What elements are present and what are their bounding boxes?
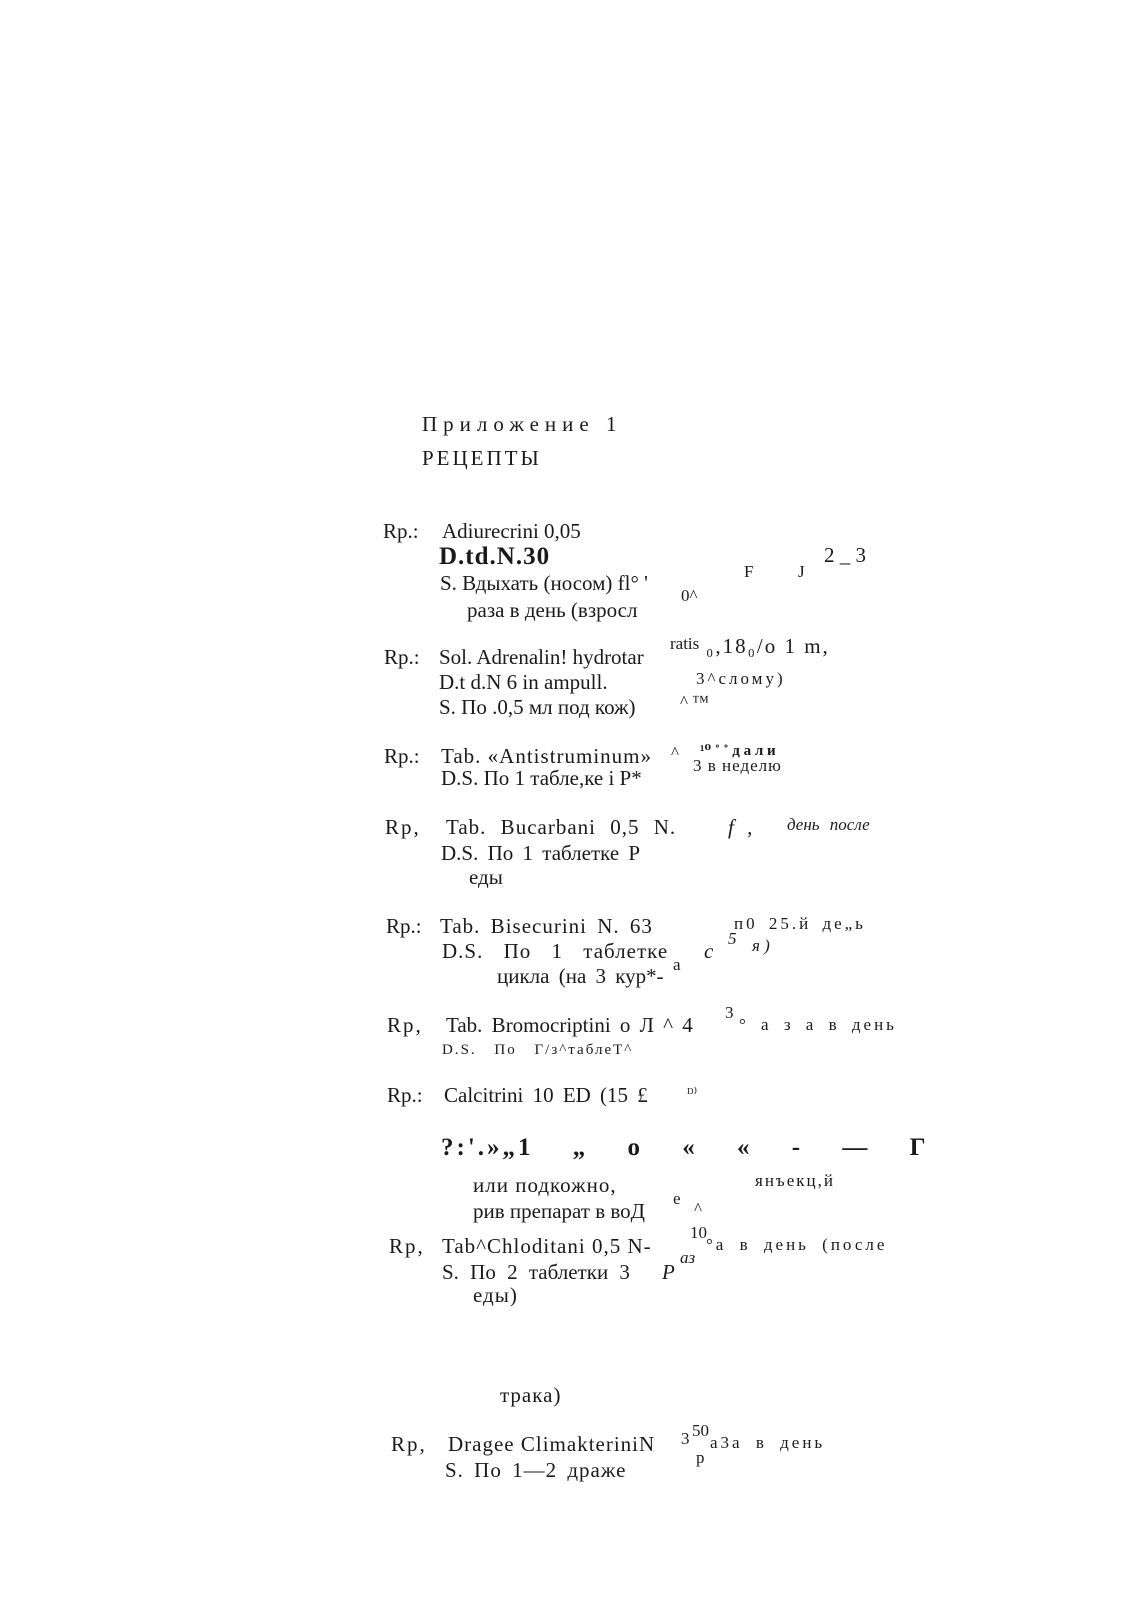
signa-line-2: рив препарат в воД — [473, 1199, 645, 1223]
signa-line: D.S. По 1 табле,ке і Р* — [441, 766, 642, 790]
drug-name-sup-2: 50 — [692, 1421, 709, 1440]
rp-label: Rp, — [391, 1432, 427, 1456]
rp-label: Rp, — [387, 1013, 423, 1037]
signa-tail: янъекц,й — [755, 1171, 835, 1190]
drug-name-sup: 3 — [681, 1429, 690, 1448]
signa-c: с — [704, 939, 714, 963]
drug-name: Dragee ClimakteriniN — [448, 1432, 656, 1456]
rp-label: Rp.: — [383, 519, 419, 543]
dtd-line: D.t d.N 6 in ampull. — [439, 670, 608, 694]
signa-line-2: еды — [469, 865, 503, 889]
signa-line-2-tail: ^ — [694, 1199, 702, 1218]
drug-name: Sol. Adrenalin! hydrotar — [439, 645, 644, 669]
signa-line: или подкожно, — [473, 1173, 617, 1197]
drug-name-tail: ° а з а в день — [739, 1015, 897, 1034]
signa-line: D.S. По 1 таблетке Р — [441, 841, 641, 865]
signa-line: S. Вдыхать (носом) fl° ' — [440, 571, 648, 595]
drug-name-sup: 10 — [690, 1223, 707, 1242]
appendix-label: Приложение 1 — [422, 412, 623, 436]
drug-name-tail: п0 25.й де„ь — [734, 914, 866, 933]
drug-name-tail: °а в день (после — [706, 1235, 888, 1254]
signa-line-2: цикла (на 3 кур*- — [497, 964, 664, 988]
drug-name: Tab. «Antistruminum» — [441, 744, 653, 768]
drug-name: Tab. Bucarbani 0,5 N. — [446, 815, 677, 839]
signa-line-2-sup: е — [673, 1189, 681, 1208]
drug-name-sup: 3 — [725, 1003, 734, 1022]
drug-name-sup: ratis — [670, 634, 700, 653]
signa-tail: ^ ™ — [680, 692, 709, 711]
signa-p: Р — [662, 1260, 675, 1284]
rp-label: Rp.: — [386, 914, 422, 938]
drug-name-sub: р — [696, 1448, 705, 1467]
signa-ya: я ) — [752, 936, 770, 955]
drug-name-sup: ᴰ⁾ — [687, 1086, 698, 1102]
signa-line: S. По 1—2 драже — [445, 1458, 627, 1482]
signa-line: S. По .0,5 мл под кож) — [439, 695, 636, 719]
dtd-tail: 3^слому) — [696, 669, 786, 688]
rp-label: Rp.: — [384, 744, 420, 768]
dtd-line: D.td.N.30 — [439, 543, 551, 570]
fragment-j: J — [798, 562, 805, 581]
signa-5: 5 — [728, 929, 737, 948]
drug-name: Tab^Chloditani 0,5 N- — [442, 1234, 652, 1258]
fragment-f: F — [744, 562, 754, 581]
rp-label: Rp, — [385, 815, 421, 839]
signa-line-3: трака) — [500, 1383, 562, 1407]
signa-line-2-sup: а — [673, 955, 681, 974]
signa-p-sup: аз — [680, 1248, 696, 1267]
drug-name: Calcitrini 10 ED (15 £ — [444, 1083, 648, 1107]
garbled-line: ?:'.»„1 „ о « « - — Г — [441, 1134, 929, 1161]
rp-label: Rp.: — [384, 645, 420, 669]
signa-tail: 3 в неделю — [693, 756, 782, 775]
rp-label: Rp, — [389, 1234, 425, 1258]
signa-line: D.S. По Г/з^таблеТ^ — [442, 1042, 634, 1058]
signa-line-2: еды) — [473, 1283, 518, 1307]
drug-name: Tab. Bisecurini N. 63 — [440, 914, 653, 938]
drug-name-tail: ₀,18₀/o 1 m, — [706, 634, 830, 658]
drug-name-tail: а3а в день — [710, 1433, 826, 1452]
drug-name: Tab. Bromocriptini о Л ^ 4 — [446, 1013, 693, 1037]
drug-name-tail: ^ — [671, 743, 679, 762]
rp-label: Rp.: — [387, 1083, 423, 1107]
overlap-fragment: ¹⁰ ˚ ˚ д а л и — [700, 743, 776, 759]
page-title: РЕЦЕПТЫ — [422, 446, 542, 470]
drug-name-tail: день после — [787, 815, 870, 834]
fragment-2-3: 2 _ 3 — [824, 543, 866, 567]
signa-line-2: раза в день (взросл — [467, 598, 638, 622]
drug-name: Adiurecrini 0,05 — [442, 519, 581, 543]
fragment-sup: 0^ — [681, 586, 698, 605]
signa-line: D.S. По 1 таблетке — [442, 939, 669, 963]
signa-line: S. По 2 таблетки 3 — [442, 1260, 630, 1284]
drug-name-f: f , — [728, 815, 753, 839]
